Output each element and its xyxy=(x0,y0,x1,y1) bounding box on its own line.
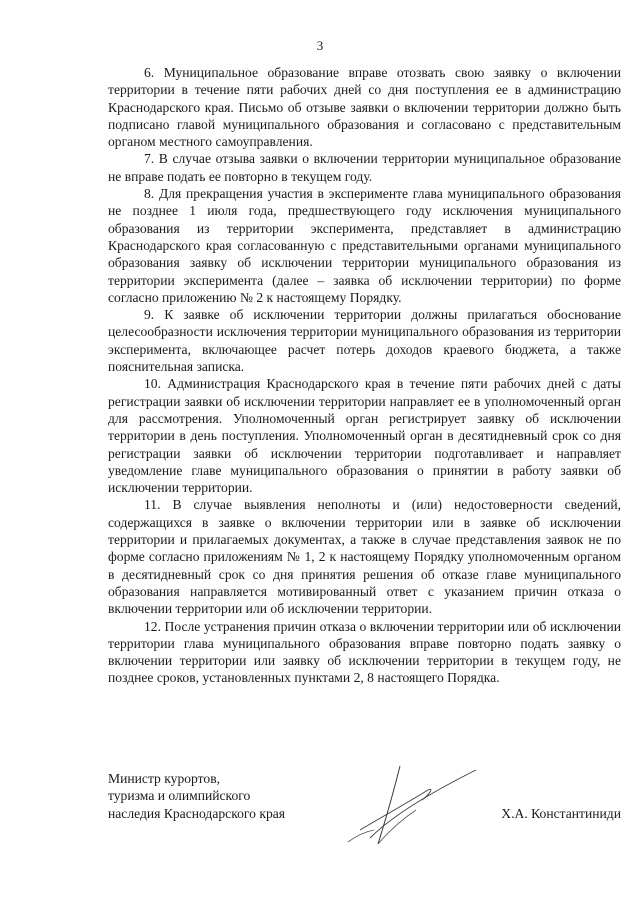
signatory-title-line: Министр курортов, xyxy=(108,771,221,786)
paragraph-9: 9. К заявке об исключении территории должны прилагаться обоснование целесообразности исключения территории муниципального образования из территории эксперимента, включающее расчет потерь доходов краевого бюджета, а также пояснительная записка. xyxy=(108,307,621,375)
paragraph-8: 8. Для прекращения участия в эксперименте глава муниципального образования не позднее 1 июля года, предшествующего году исключения муниципального образования из территории эксперимента, представляет в администрацию Краснодарского края согласованную с представительными органами муниципального образования заявку об исключении территории муниципального образования из территории эксперимента (далее – заявка об исключении территории) по форме согласно приложению № 2 к настоящему Порядку. xyxy=(108,186,621,305)
signatory-name: Х.А. Константиниди xyxy=(501,805,621,821)
signatory-title-line: наследия Краснодарского края xyxy=(108,805,286,821)
paragraph-7: 7. В случае отзыва заявки о включении территории муниципальное образование не вправе подать ее повторно в текущем году. xyxy=(108,151,621,184)
signatory-title xyxy=(108,770,285,822)
document-body xyxy=(108,64,621,687)
paragraph-10: 10. Администрация Краснодарского края в течение пяти рабочих дней с даты регистрации заявки об исключении территории направляет ее в уполномоченный орган для рассмотрения. Уполномоченный орган регистрирует заявку об исключении территории в день поступления. Уполномоченный орган в десятидневный срок со дня регистрации заявки об исключении территории подготавливает и направляет уведомление главе муниципального образования о принятии в работу заявки об исключении территории. xyxy=(108,376,621,496)
page-number: 3 xyxy=(316,38,324,53)
paragraph-12: 12. После устранения причин отказа о включении территории или об исключении территории глава муниципального образования вправе повторно подать заявку о включении территории или заявку об исключении территории в текущем году, не позднее сроков, установленных пунктами 2, 8 настоящего Порядка. xyxy=(108,618,621,686)
paragraph-11: 11. В случае выявления неполноты и (или) недостоверности сведений, содержащихся в заявке о включении территории или в заявке об исключении территории и прилагаемых документах, а также в случае представления заявок не по форме согласно приложениям № 1, 2 к настоящему Порядку уполномоченным органом в десятидневный срок со дня принятия решения об отказе главе муниципального образования направляется мотивированный ответ с указанием причин отказа о включении территории или об исключении территории. xyxy=(108,497,621,617)
paragraph-6: 6. Муниципальное образование вправе отозвать свою заявку о включении территории в течение пяти рабочих дней со дня поступления ее в администрацию Краснодарского края. Письмо об отзыве заявки о включении территории должно быть подписано главой муниципального образования и согласовано с представительным органом местного самоуправления. xyxy=(108,65,621,150)
handwritten-signature xyxy=(330,760,480,850)
signatory-title-line: туризма и олимпийского xyxy=(108,788,251,804)
